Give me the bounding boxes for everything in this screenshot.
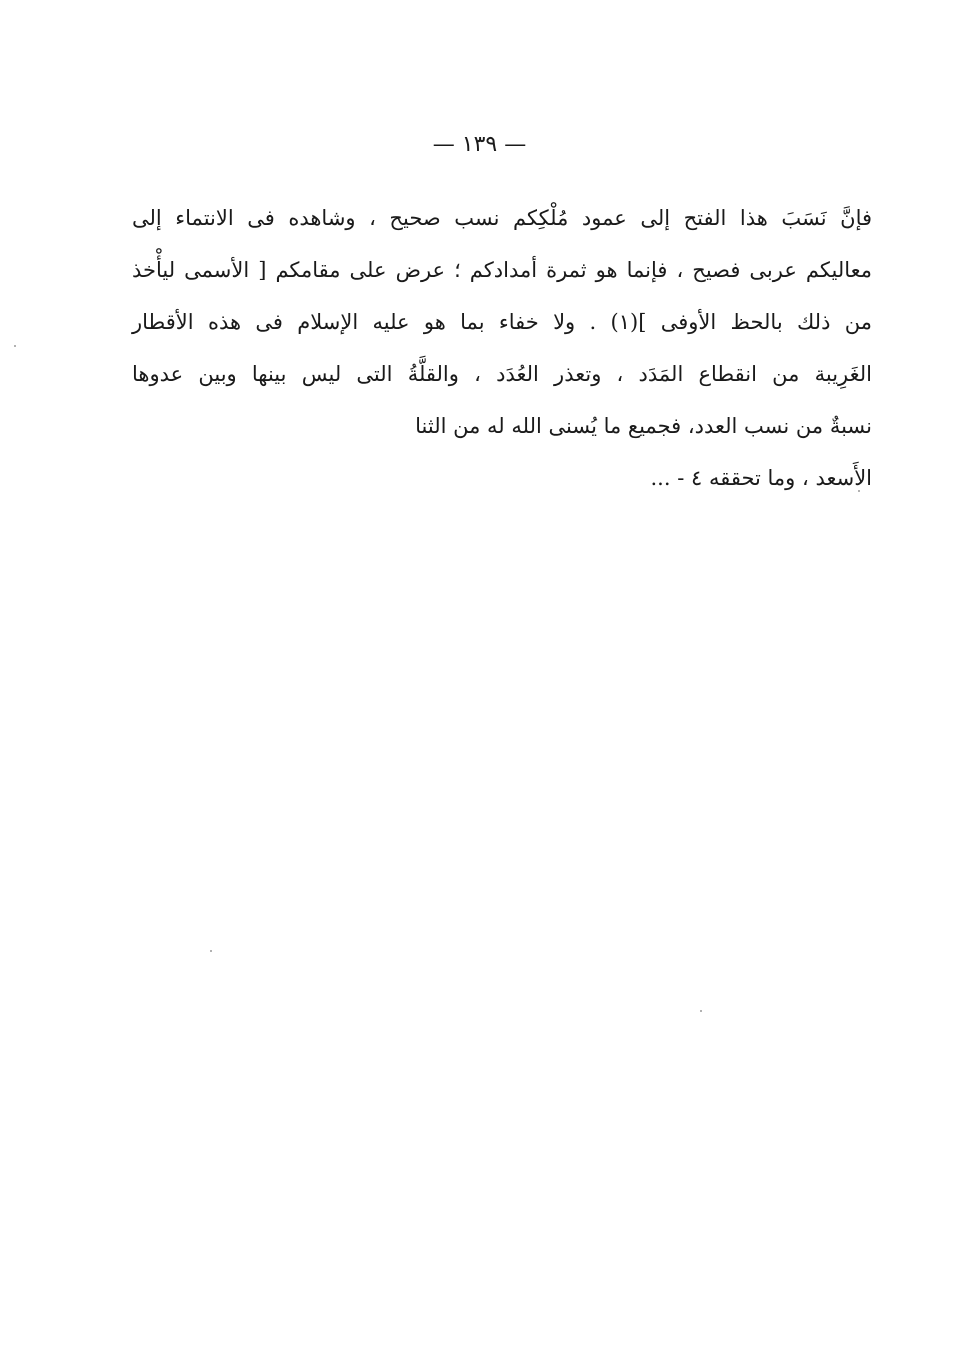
text-line-2: معاليكم عربى فصيح ، فإنما هو ثمرة أمدادكم ؛ عرض على مقامكم [ الأسمى ليأْخذ bbox=[132, 258, 872, 282]
text-line-5: نسبةٌ من نسب العدد، فجميع ما يُسنى الله له من الثنا bbox=[415, 414, 872, 438]
text-line-3: من ذلك بالحظ الأوفى ](١) . ولا خفاء بما هو عليه الإسلام فى هذه الأقطار bbox=[132, 310, 872, 334]
scan-speck bbox=[858, 490, 860, 492]
scan-speck bbox=[210, 950, 212, 952]
body-text bbox=[132, 192, 872, 504]
page-number: — ١٣٩ — bbox=[432, 132, 527, 157]
text-line-1: فإنَّ نَسَبَ هذا الفتح إلى عمود مُلْكِكم نسب صحيح ، وشاهده فى الانتماء إلى bbox=[132, 206, 873, 230]
text-line-4: الغَرِيبة من انقطاع المَدَد ، وتعذر العُدَد ، والقلَّةُ التى ليس بينها وبين عدوها bbox=[132, 362, 872, 386]
text-line-6: الأَسعد ، وما تحققه ٤ - ... bbox=[650, 466, 872, 490]
scan-speck bbox=[700, 1010, 702, 1012]
scan-speck bbox=[14, 345, 16, 347]
